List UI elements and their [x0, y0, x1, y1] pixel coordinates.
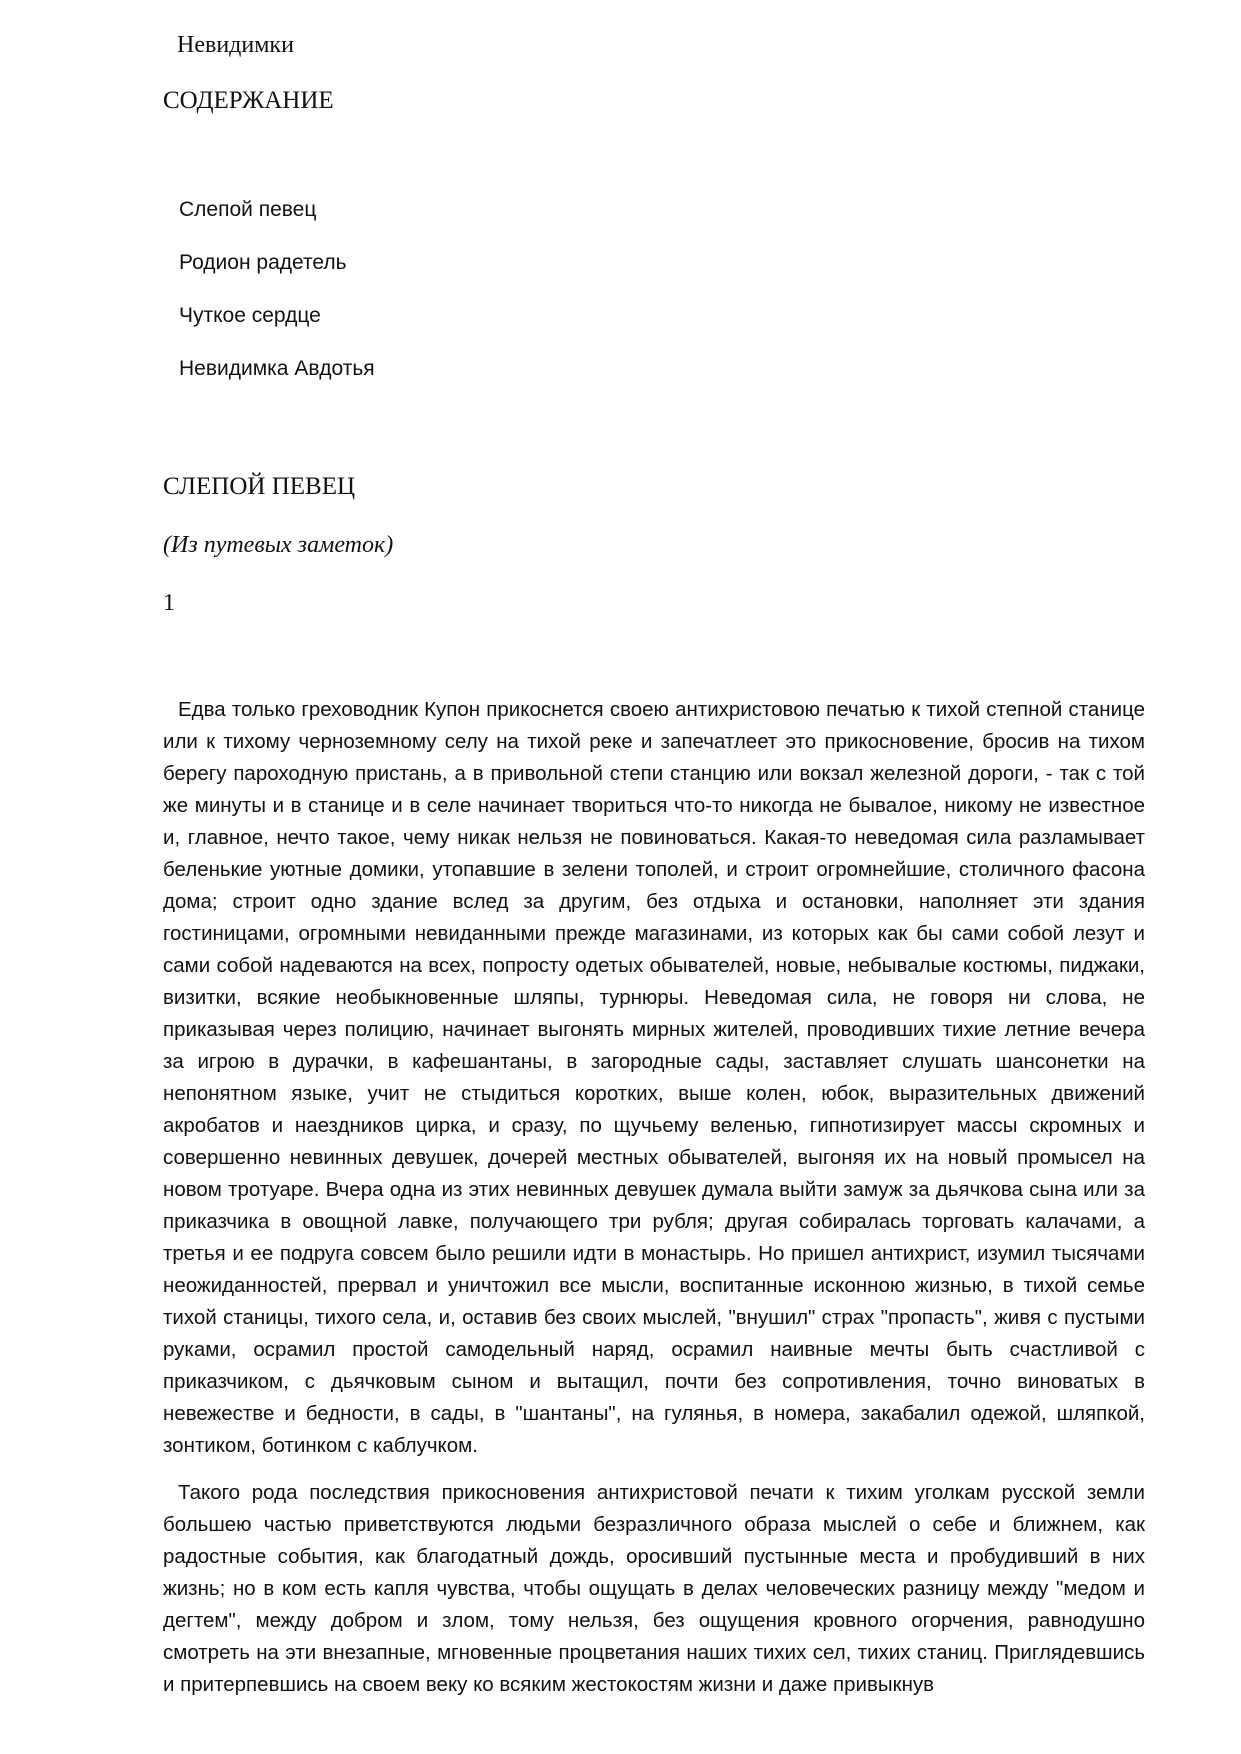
- document-title: Невидимки: [177, 32, 294, 58]
- toc-item-rodion-radetel: Родион радетель: [179, 251, 347, 274]
- chapter-body: [163, 694, 1145, 1716]
- toc-heading: СОДЕРЖАНИЕ: [163, 87, 334, 114]
- body-paragraph: Такого рода последствия прикосновения антихристовой печати к тихим уголкам русской земли большею частью приветствуются людьми безразличного образа мыслей о себе и ближнем, как радостные события, как благодатный дождь, оросивший пустынные места и пробудивший в них жизнь; но в ком есть капля чувства, чтобы ощущать в делах человеческих разницу между "медом и дегтем", между добром и злом, тому нельзя, без ощущения кровного огорчения, равнодушно смотреть на эти внезапные, мгновенные процветания наших тихих сел, тихих станиц. Приглядевшись и притерпевшись на своем веку ко всяким жестокостям жизни и даже привыкнув: [163, 1481, 1145, 1696]
- toc-item-nevidimka-avdotya: Невидимка Авдотья: [179, 357, 375, 380]
- toc-item-chutkoe-serdtse: Чуткое сердце: [179, 304, 321, 327]
- section-number: 1: [163, 590, 175, 616]
- chapter-subtitle: (Из путевых заметок): [163, 532, 394, 558]
- toc-item-slepoy-pevets: Слепой певец: [179, 198, 317, 221]
- body-paragraph: Едва только греховодник Купон прикоснется своею антихристовою печатью к тихой степной станице или к тихому черноземному селу на тихой реке и запечатлеет это прикосновение, бросив на тихом берегу пароходную пристань, а в привольной степи станцию или вокзал железной дороги, - так с той же минуты и в станице и в селе начинает твориться что-то никогда не бывалое, никому не известное и, главное, нечто такое, чему никак нельзя не повиноваться. Какая-то неведомая сила разламывает беленькие уютные домики, утопавшие в зелени тополей, и строит огромнейшие, столичного фасона дома; строит одно здание вслед за другим, без отдыха и остановки, наполняет эти здания гостиницами, огромными невиданными прежде магазинами, из которых как бы сами собой лезут и сами собой надеваются на всех, попросту одетых обывателей, новые, небывалые костюмы, пиджаки, визитки, всякие необыкновенные шляпы, турнюры. Неведомая сила, не говоря ни слова, не приказывая через полицию, начинает выгонять мирных жителей, проводивших тихие летние вечера за игрою в дурачки, в кафешантаны, в загородные сады, заставляет слушать шансонетки на непонятном языке, учит не стыдиться коротких, выше колен, юбок, выразительных движений акробатов и наездников цирка, и сразу, по щучьему веленью, гипнотизирует массы скромных и совершенно невинных девушек, дочерей местных обывателей, выгоняя их на новый промысел на новом тротуаре. Вчера одна из этих невинных девушек думала выйти замуж за дьячкова сына или за приказчика в овощной лавке, получающего три рубля; другая собиралась торговать калачами, а третья и ее подруга совсем было решили идти в монастырь. Но пришел антихрист, изумил тысячами неожиданностей, прервал и уничтожил все мысли, воспитанные исконною жизнью, в тихой семье тихой станицы, тихого села, и, оставив без своих мыслей, "внушил" страх "пропасть", живя с пустыми руками, осрамил простой самодельный наряд, осрамил наивные мечты быть счастливой с приказчиком, с дьячковым сыном и вытащил, почти без сопротивления, точно виноватых в невежестве и бедности, в сады, в "шантаны", на гулянья, в номера, закабалил одежой, шляпкой, зонтиком, ботинком с каблучком.: [163, 698, 1145, 1457]
- chapter-heading: СЛЕПОЙ ПЕВЕЦ: [163, 473, 356, 500]
- table-of-contents: [179, 196, 375, 408]
